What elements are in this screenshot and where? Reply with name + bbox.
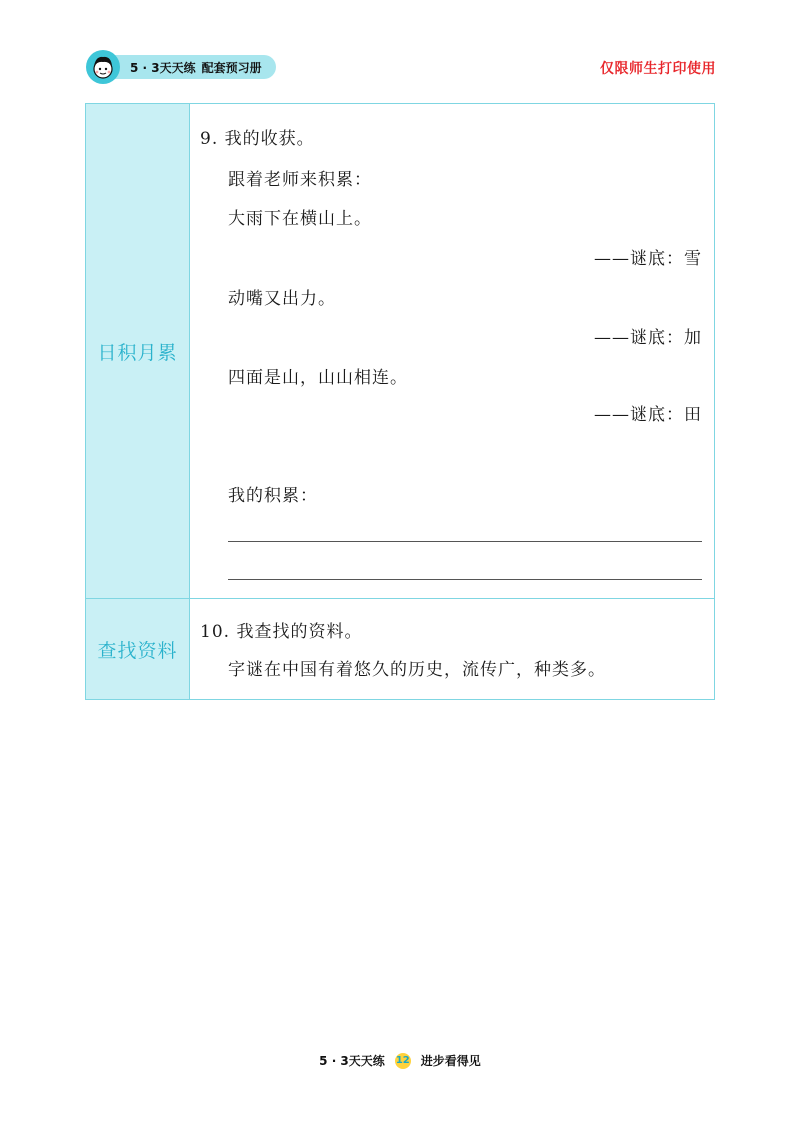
print-notice: 仅限师生打印使用	[600, 61, 716, 77]
riddle-3-answer: ——谜底：田	[594, 405, 702, 425]
riddle-1-text: 大雨下在横山上。	[228, 209, 372, 229]
riddle-2-text: 动嘴又出力。	[228, 289, 336, 309]
answer-line-1[interactable]	[228, 541, 702, 542]
intro-text: 跟着老师来积累：	[228, 170, 372, 190]
page-number: 12	[395, 1053, 411, 1069]
page-header	[0, 0, 800, 100]
brand-title: 5 · 3天天练	[130, 60, 196, 75]
accumulation-content	[190, 104, 714, 598]
question-10: 10. 我查找的资料。	[200, 622, 363, 642]
footer-slogan: 进步看得见	[420, 1054, 481, 1068]
brand-subtitle: 配套预习册	[201, 60, 262, 75]
section-accumulation	[86, 104, 714, 599]
section-label-accumulation: 日积月累	[86, 104, 190, 598]
page-footer	[0, 1052, 800, 1069]
riddle-3-text: 四面是山，山山相连。	[228, 368, 408, 388]
brand-pill	[110, 55, 276, 79]
riddle-2-answer: ——谜底：加	[594, 328, 702, 348]
my-collection-label: 我的积累：	[228, 486, 318, 506]
section-label-research: 查找资料	[86, 599, 190, 699]
footer-brand: 5 · 3天天练	[319, 1054, 385, 1068]
question-9: 9. 我的收获。	[200, 129, 315, 149]
worksheet-table	[85, 103, 715, 700]
answer-line-2[interactable]	[228, 579, 702, 580]
section-research	[86, 599, 714, 699]
riddle-1-answer: ——谜底：雪	[594, 249, 702, 269]
research-content	[190, 599, 714, 699]
mascot-icon	[86, 50, 120, 84]
brand-badge	[86, 50, 276, 84]
research-text: 字谜在中国有着悠久的历史，流传广，种类多。	[228, 660, 606, 680]
